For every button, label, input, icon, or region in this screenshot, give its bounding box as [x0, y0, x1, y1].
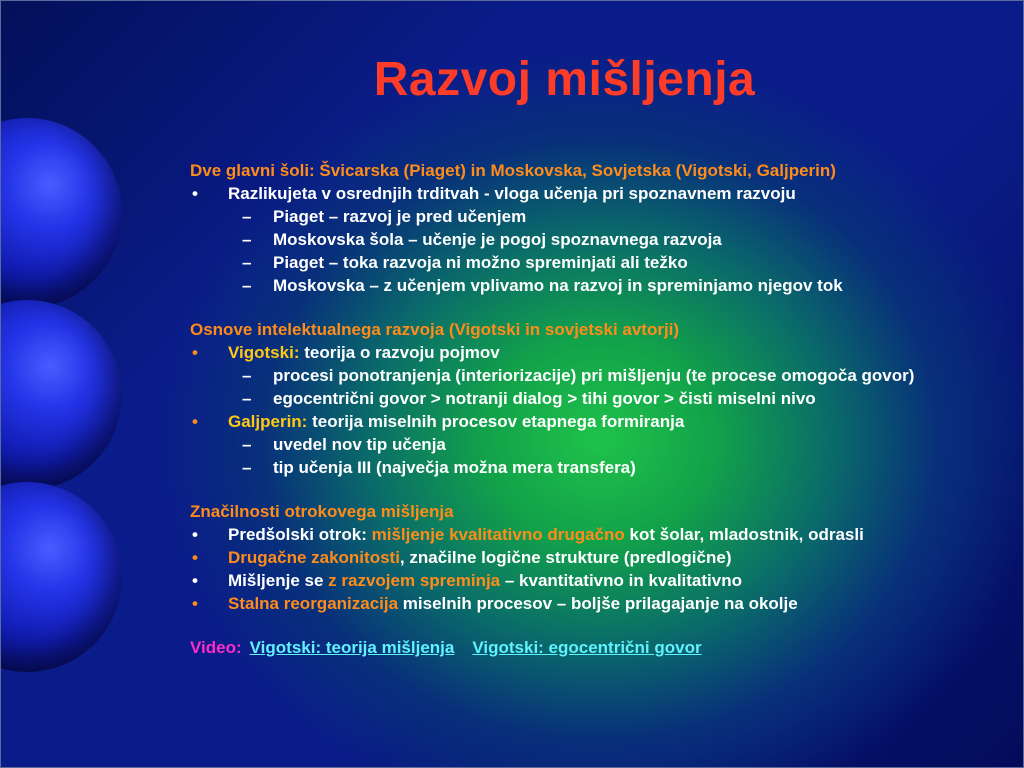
sub-bullet-item [190, 457, 990, 478]
dash-marker: – [242, 389, 252, 408]
bullet-item [190, 524, 990, 545]
sub-bullet-text: egocentrični govor > notranji dialog > tihi govor > čisti miselni nivo [273, 389, 816, 408]
sub-bullet-text: Piaget – razvoj je pred učenjem [273, 207, 527, 226]
sub-bullet-text: uvedel nov tip učenja [273, 435, 446, 454]
decorative-sphere-bottom [0, 482, 122, 672]
bullet-marker: • [192, 184, 198, 203]
section-heading-characteristics: Značilnosti otrokovega mišljenja [190, 502, 454, 521]
sub-bullet-item [190, 365, 990, 386]
bullet-text: Razlikujeta v osrednjih trditvah - vloga učenja pri spoznavnem razvoju [228, 184, 796, 203]
dash-marker: – [242, 366, 252, 385]
sub-bullet-item [190, 206, 990, 227]
section-heading-schools: Dve glavni šoli: Švicarska (Piaget) in Moskovska, Sovjetska (Vigotski, Galjperin) [190, 161, 836, 180]
bullet-text: teorija miselnih procesov etapnega formiranja [307, 412, 685, 431]
sub-bullet-text: Moskovska šola – učenje je pogoj spoznavnega razvoja [273, 230, 722, 249]
bullet-item [190, 183, 990, 204]
bullet-marker: • [192, 594, 198, 613]
sub-bullet-text: Piaget – toka razvoja ni možno spreminjati ali težko [273, 253, 688, 272]
spacer [190, 616, 990, 637]
bullet-item [190, 547, 990, 568]
spacer [190, 480, 990, 501]
bullet-marker: • [192, 525, 198, 544]
bullet-highlight: mišljenje kvalitativno drugačno [371, 525, 625, 544]
sub-bullet-text: Moskovska – z učenjem vplivamo na razvoj in spreminjamo njegov tok [273, 276, 843, 295]
video-link-egocentricni[interactable]: Vigotski: egocentrični govor [472, 638, 702, 657]
spacer [190, 298, 990, 319]
bullet-item [190, 593, 990, 614]
slide-content [190, 160, 990, 660]
bullet-label: Galjperin: [228, 412, 308, 431]
sub-bullet-item [190, 434, 990, 455]
bullet-highlight: z razvojem spreminja [328, 571, 501, 590]
sub-bullet-text: procesi ponotranjenja (interiorizacije) pri mišljenju (te procese omogoča govor) [273, 366, 915, 385]
section-heading-foundations: Osnove intelektualnega razvoja (Vigotski in sovjetski avtorji) [190, 320, 680, 339]
sub-bullet-item [190, 275, 990, 296]
bullet-text: miselnih procesov – boljše prilagajanje na okolje [398, 594, 798, 613]
bullet-text: , značilne logične strukture (predlogične) [399, 548, 732, 567]
bullet-marker: • [192, 548, 198, 567]
bullet-item-vigotski [190, 342, 990, 363]
sub-bullet-item [190, 388, 990, 409]
sub-bullet-item [190, 229, 990, 250]
slide-title: Razvoj mišljenja [373, 53, 756, 106]
video-link-teorija[interactable]: Vigotski: teorija mišljenja [249, 638, 455, 657]
bullet-text: – kvantitativno in kvalitativno [500, 571, 742, 590]
bullet-text: kot šolar, mladostnik, odrasli [624, 525, 864, 544]
decorative-sphere-top [0, 118, 122, 308]
bullet-highlight: Stalna reorganizacija [228, 594, 399, 613]
bullet-text: Predšolski otrok: [228, 525, 372, 544]
dash-marker: – [242, 253, 252, 272]
sub-bullet-text: tip učenja III (največja možna mera transfera) [273, 458, 636, 477]
dash-marker: – [242, 276, 252, 295]
dash-marker: – [242, 435, 252, 454]
video-label: Video: [190, 638, 242, 657]
bullet-marker: • [192, 571, 198, 590]
dash-marker: – [242, 207, 252, 226]
bullet-item [190, 570, 990, 591]
decorative-sphere-middle [0, 300, 122, 490]
bullet-marker: • [192, 412, 198, 431]
dash-marker: – [242, 458, 252, 477]
bullet-highlight: Drugačne zakonitosti [228, 548, 400, 567]
dash-marker: – [242, 230, 252, 249]
bullet-label: Vigotski: [228, 343, 300, 362]
bullet-text: teorija o razvoju pojmov [299, 343, 500, 362]
bullet-text: Mišljenje se [228, 571, 329, 590]
video-links-row [190, 637, 990, 658]
sub-bullet-item [190, 252, 990, 273]
bullet-marker: • [192, 343, 198, 362]
bullet-item-galjperin [190, 411, 990, 432]
